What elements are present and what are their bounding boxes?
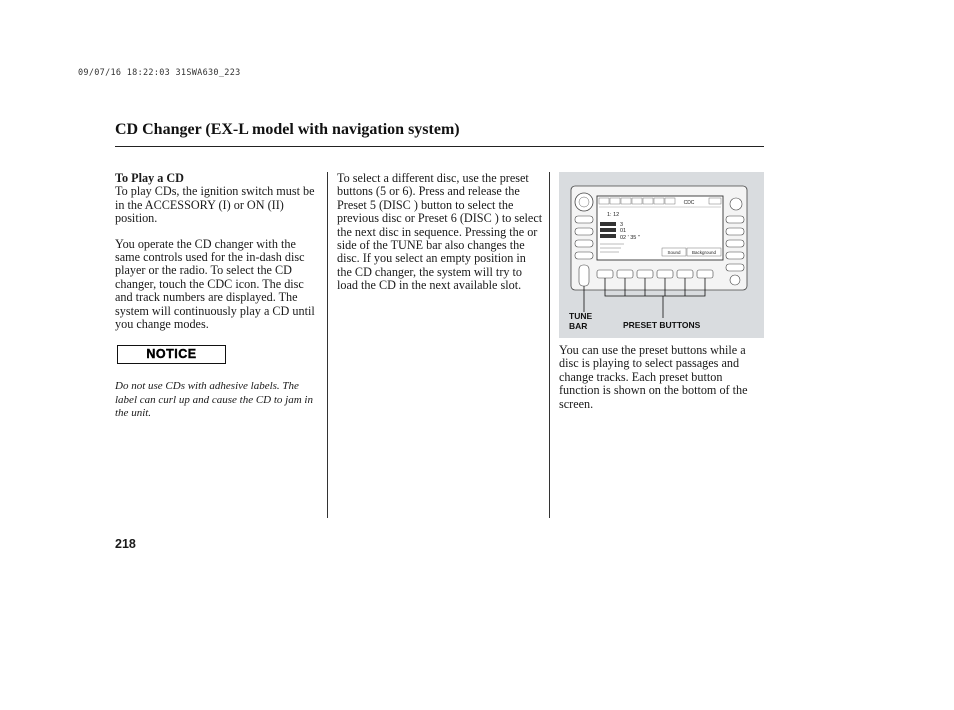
paragraph-operation: You operate the CD changer with the same controls used for the in-dash disc player or the radio. To select the CD changer, touch the CDC icon. The disc and track numbers are displayed. The system will continuously play a CD until you change modes. (115, 236, 315, 332)
page-number: 218 (115, 537, 136, 551)
tune-bar-label: TUNE BAR (569, 311, 593, 331)
joystick-icon (730, 275, 740, 285)
screen-disc-number: 3 (620, 222, 624, 228)
page-title: CD Changer (EX-L model with navigation system) (115, 121, 460, 138)
column-divider-2 (549, 172, 550, 518)
volume-knob-icon (575, 193, 593, 211)
notice-text: Do not use CDs with adhesive labels. The label can curl up and cause the CD to jam in the unit. (115, 380, 313, 419)
side-button-am-fm (575, 216, 593, 223)
screen-line-1: 1: 12 (607, 212, 620, 218)
sound-label: Sound (667, 250, 681, 255)
preset-buttons-label: PRESET BUTTONS (623, 320, 701, 330)
time-indicator (600, 234, 616, 238)
side-button-cancel (726, 264, 744, 271)
track-indicator (600, 228, 616, 232)
tune-bar (579, 265, 589, 286)
side-button-audio (575, 240, 593, 247)
title-rule (115, 146, 764, 147)
section-heading: To Play a CD (115, 171, 184, 185)
right-knob-icon (730, 198, 742, 210)
paragraph-preset-buttons: You can use the preset buttons while a disc is playing to select passages and change tracks. Each preset button function is shown on the bottom of the screen. (559, 343, 748, 411)
screen-mode-label: CDC (683, 200, 695, 206)
print-stamp: 09/07/16 18:22:03 31SWA630_223 (78, 68, 241, 78)
column-2 (337, 172, 543, 305)
side-button-info (726, 216, 744, 223)
side-button-menu (726, 240, 744, 247)
column-divider-1 (327, 172, 328, 518)
screen-time: 02 ' 35 '' (620, 235, 640, 241)
side-button-cd-xm (575, 228, 593, 235)
column-1 (115, 172, 320, 432)
side-button-scan (575, 252, 593, 259)
paragraph-disc-select: To select a different disc, use the preset buttons (5 or 6). Press and release the Preset 5 (DISC ) button to select the previous disc or Preset 6 (DISC ) to select the next disc in sequence. Pressing the or side of the TUNE bar also changes the disc. If you select an empty position in the CD changer, the system will try to load the CD in the next available slot. (337, 171, 543, 293)
screen-track-number: 01 (620, 228, 627, 234)
notice-box (117, 345, 226, 364)
notice-label: NOTICE (146, 347, 197, 362)
column-3 (559, 344, 764, 423)
paragraph-ignition: To play CDs, the ignition switch must be in the ACCESSORY (I) or ON (II) position. (115, 184, 315, 226)
side-button-setup (726, 252, 744, 259)
disc-indicator (600, 222, 616, 226)
cd-changer-figure (559, 172, 764, 338)
background-label: Background (691, 250, 717, 255)
side-button-map-guide (726, 228, 744, 235)
